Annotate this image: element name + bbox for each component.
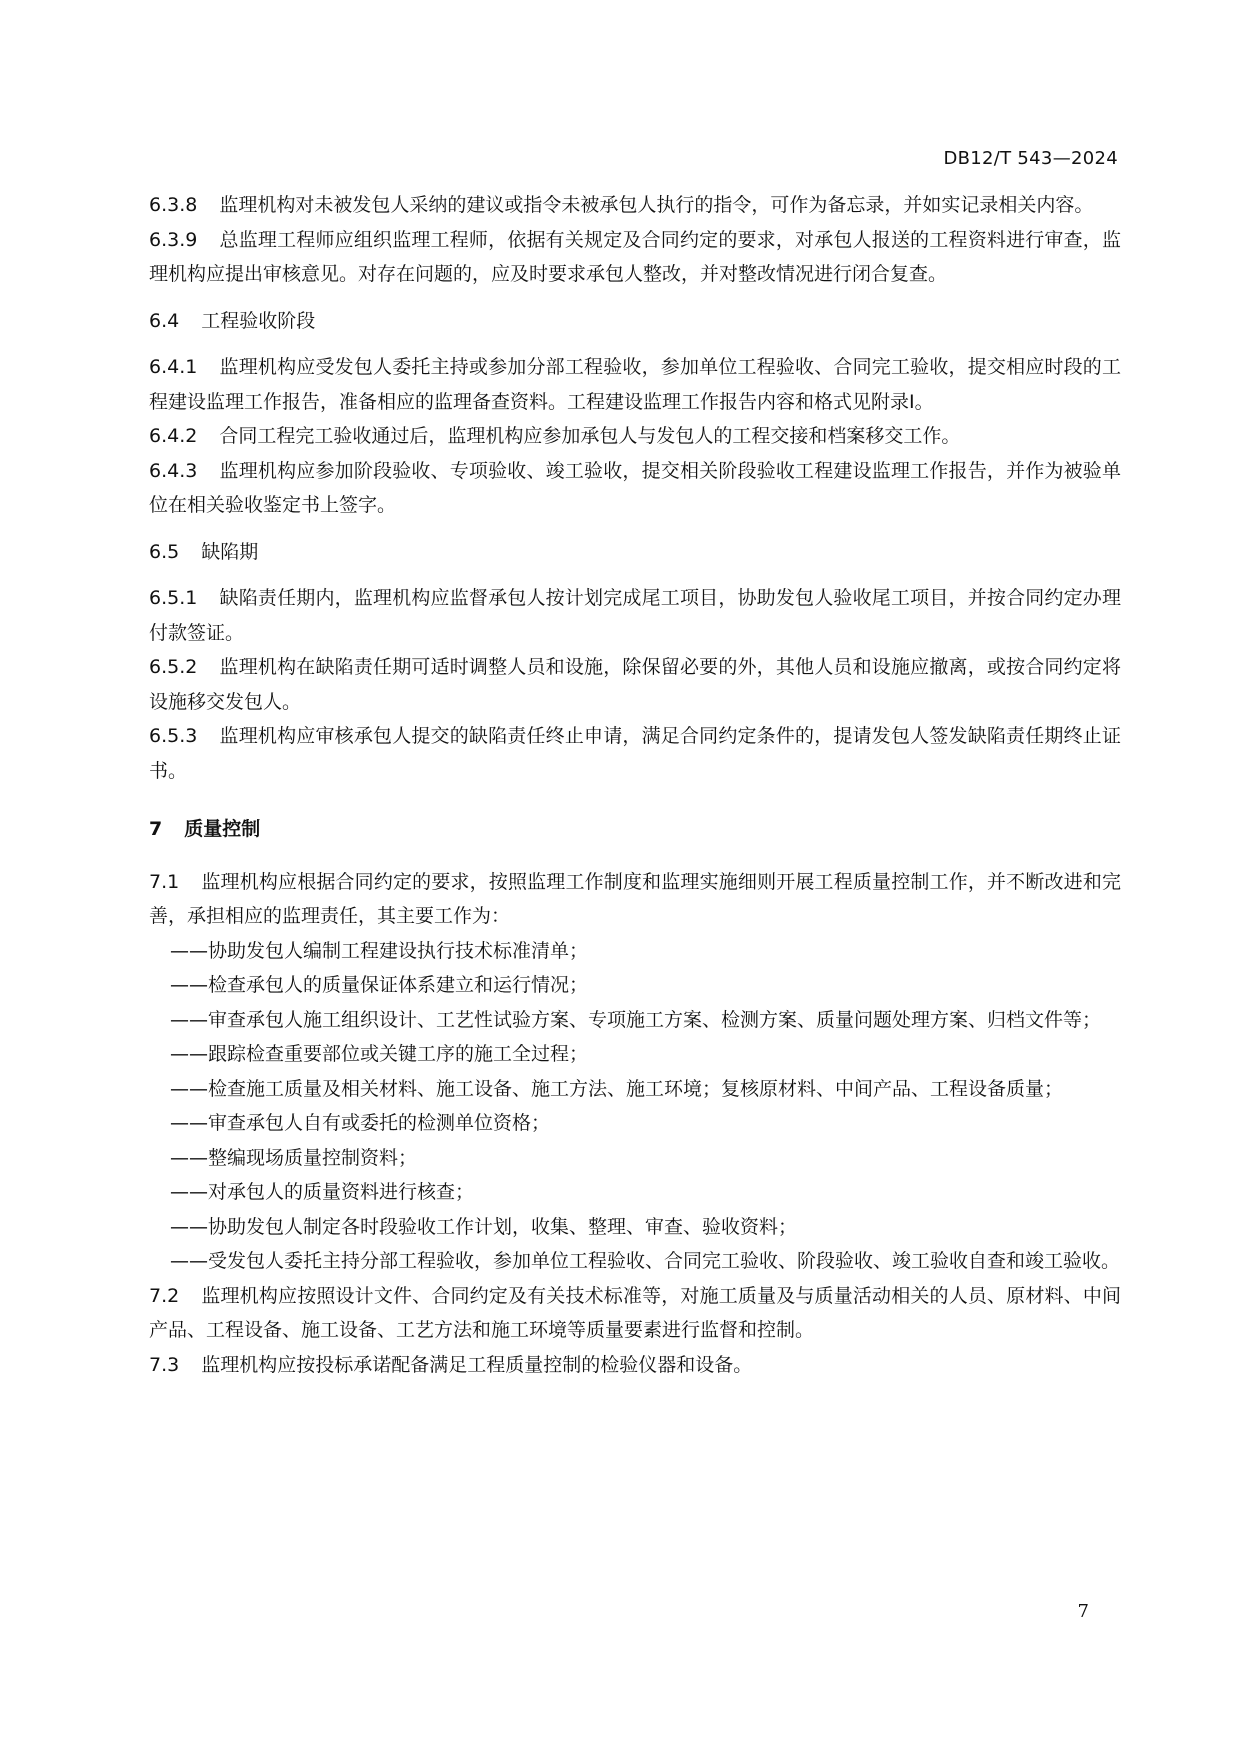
list-dash: —— — [170, 1146, 208, 1169]
list-dash: —— — [170, 974, 208, 996]
list-dash: —— — [170, 1077, 208, 1100]
list-dash: —— — [170, 1043, 208, 1065]
clause-6-4-1 — [149, 350, 1121, 419]
page-content — [149, 188, 1121, 1382]
list-item — [149, 968, 1121, 1003]
clause-7-2 — [149, 1279, 1121, 1348]
clause-7-3 — [149, 1348, 1121, 1383]
chapter-number: 7 — [149, 818, 163, 840]
list-item — [149, 1037, 1121, 1072]
list-item — [149, 1141, 1121, 1176]
clause-7-1 — [149, 865, 1121, 934]
clause-6-3-9 — [149, 223, 1121, 292]
list-item — [149, 934, 1121, 969]
clause-number: 7.1 — [149, 870, 180, 893]
clause-text: 监理机构应受发包人委托主持或参加分部工程验收，参加单位工程验收、合同完工验收，提交相应时段的工程建设监理工作报告，准备相应的监理备查资料。工程建设监理工作报告内容和格式见附录I。 — [149, 356, 1121, 413]
section-number: 6.4 — [149, 309, 180, 332]
clause-text: 监理机构应按照设计文件、合同约定及有关技术标准等，对施工质量及与质量活动相关的人员、原材料、中间产品、工程设备、施工设备、工艺方法和施工环境等质量要素进行监督和控制。 — [149, 1284, 1121, 1341]
clause-number: 6.5.1 — [149, 587, 198, 609]
list-item-text: 整编现场质量控制资料； — [208, 1146, 418, 1169]
list-item — [149, 1244, 1121, 1279]
list-item — [149, 1072, 1121, 1107]
clause-text: 监理机构应审核承包人提交的缺陷责任终止申请，满足合同约定条件的，提请发包人签发缺陷责任期终止证书。 — [149, 725, 1121, 782]
list-dash: —— — [170, 1215, 208, 1238]
list-item-text: 受发包人委托主持分部工程验收，参加单位工程验收、合同完工验收、阶段验收、竣工验收自查和竣工验收。 — [208, 1250, 1121, 1272]
clause-number: 6.4.1 — [149, 356, 198, 378]
list-item — [149, 1175, 1121, 1210]
clause-6-4-3 — [149, 454, 1121, 523]
section-number: 6.5 — [149, 540, 180, 563]
section-title: 缺陷期 — [201, 540, 259, 563]
list-dash: —— — [170, 1008, 208, 1031]
clause-text: 监理机构应按投标承诺配备满足工程质量控制的检验仪器和设备。 — [201, 1353, 753, 1376]
list-item — [149, 1210, 1121, 1245]
list-dash: —— — [170, 1181, 208, 1203]
clause-text: 合同工程完工验收通过后，监理机构应参加承包人与发包人的工程交接和档案移交工作。 — [219, 425, 961, 447]
list-item-text: 审查承包人自有或委托的检测单位资格； — [208, 1112, 551, 1134]
list-dash: —— — [170, 1250, 208, 1272]
list-dash: —— — [170, 939, 208, 962]
chapter-title: 质量控制 — [184, 818, 261, 840]
chapter-heading-7 — [149, 812, 1121, 847]
clause-number: 6.3.8 — [149, 194, 198, 216]
clause-number: 6.5.3 — [149, 725, 198, 747]
list-item-text: 检查承包人的质量保证体系建立和运行情况； — [208, 974, 589, 996]
clause-number: 6.4.2 — [149, 425, 198, 447]
list-dash: —— — [170, 1112, 208, 1134]
duty-list — [149, 934, 1121, 1279]
clause-text: 监理机构应根据合同约定的要求，按照监理工作制度和监理实施细则开展工程质量控制工作，并不断改进和完善，承担相应的监理责任，其主要工作为： — [149, 870, 1121, 927]
section-title: 工程验收阶段 — [201, 309, 316, 332]
clause-number: 7.2 — [149, 1284, 180, 1307]
clause-text: 监理机构对未被发包人采纳的建议或指令未被承包人执行的指令，可作为备忘录，并如实记录相关内容。 — [219, 194, 1094, 216]
clause-number: 6.5.2 — [149, 656, 198, 678]
clause-text: 总监理工程师应组织监理工程师，依据有关规定及合同约定的要求，对承包人报送的工程资料进行审查，监理机构应提出审核意见。对存在问题的，应及时要求承包人整改，并对整改情况进行闭合复查。 — [149, 228, 1121, 285]
list-item-text: 审查承包人施工组织设计、工艺性试验方案、专项施工方案、检测方案、质量问题处理方案、归档文件等； — [208, 1008, 1102, 1031]
standard-code: DB12/T 543—2024 — [943, 148, 1118, 169]
list-item-text: 对承包人的质量资料进行核查； — [208, 1181, 475, 1203]
clause-6-3-8 — [149, 188, 1121, 223]
clause-6-5-1 — [149, 581, 1121, 650]
clause-text: 缺陷责任期内，监理机构应监督承包人按计划完成尾工项目，协助发包人验收尾工项目，并按合同约定办理付款签证。 — [149, 587, 1121, 644]
list-item — [149, 1003, 1121, 1038]
clause-number: 7.3 — [149, 1353, 180, 1376]
clause-text: 监理机构应参加阶段验收、专项验收、竣工验收，提交相关阶段验收工程建设监理工作报告，并作为被验单位在相关验收鉴定书上签字。 — [149, 459, 1121, 516]
clause-6-5-2 — [149, 650, 1121, 719]
page-number: 7 — [1077, 1601, 1089, 1622]
clause-6-4-2 — [149, 419, 1121, 454]
clause-number: 6.4.3 — [149, 459, 198, 482]
section-heading-6-4 — [149, 304, 1121, 339]
clause-text: 监理机构在缺陷责任期可适时调整人员和设施，除保留必要的外，其他人员和设施应撤离，或按合同约定将设施移交发包人。 — [149, 656, 1121, 713]
list-item-text: 检查施工质量及相关材料、施工设备、施工方法、施工环境；复核原材料、中间产品、工程设备质量； — [208, 1077, 1064, 1100]
list-item-text: 跟踪检查重要部位或关键工序的施工全过程； — [208, 1043, 589, 1065]
list-item — [149, 1106, 1121, 1141]
list-item-text: 协助发包人编制工程建设执行技术标准清单； — [208, 939, 589, 962]
section-heading-6-5 — [149, 535, 1121, 570]
list-item-text: 协助发包人制定各时段验收工作计划，收集、整理、审查、验收资料； — [208, 1215, 798, 1238]
clause-6-5-3 — [149, 719, 1121, 788]
clause-number: 6.3.9 — [149, 228, 198, 251]
